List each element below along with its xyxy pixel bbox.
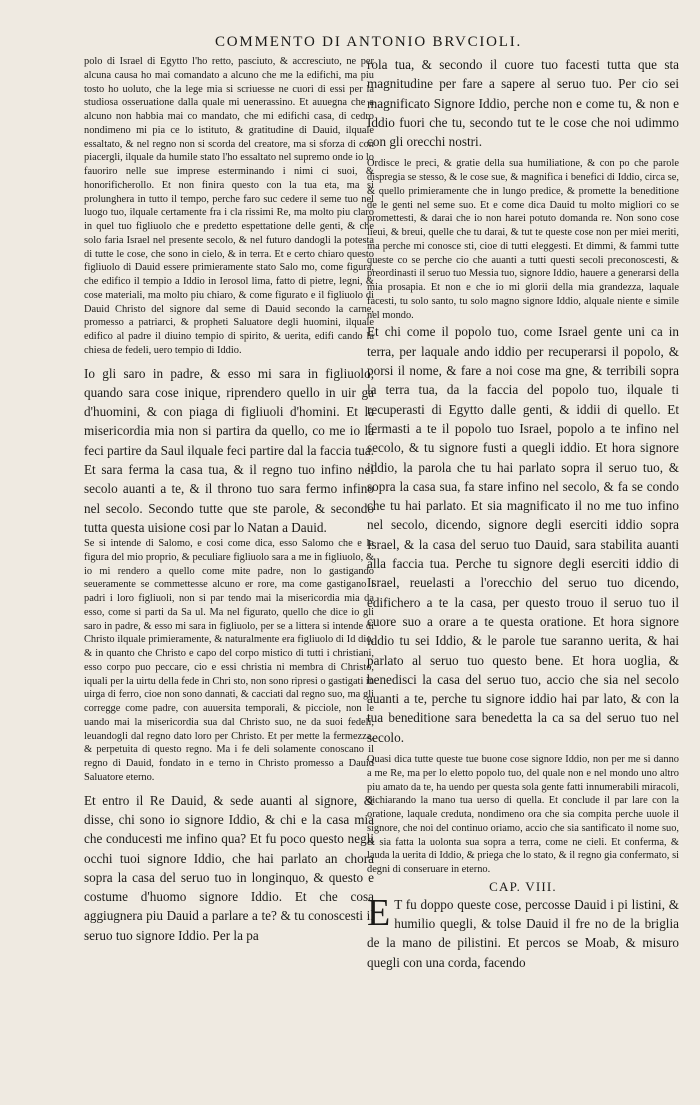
- right-column: [367, 55, 679, 972]
- commentary-paragraph: Se si intende di Salomo, e cosi come dica, esso Salomo che e la figura del mio proprio, & peculiare figliuolo sara a me in figliuolo, & io mi rendero a quello come mite padre, non lo gastigando seueramente se commettesse alcuno er rore, ma come gastigano i padri i loro figliuoli, non si par tendo mai la misericordia mia da esso, come si parti da Sa ul. Ma nel figurato, quello che dice io gli saro in padre, & esso mi sara in figliuolo, per se a littera si intende di Christo ilquale primieramente, & naturalmente era figliuolo di Id dio, & in quanto che Christo e capo del corpo mistico di tutti i christiani, esso corpo puo peccare, cio e essi christia ni membra di Christo, iquali per la uirtu della fede in Chri sto, non sono ripresi o gastigati in uirga di ferro, cioe non sono dannati, & cacciati dal regno suo, ma gli corregge come padre, con auuersita temporali, & picciole, non le uando mai la misericordia sua dal Christo suo, ne da suoi fedeli, leuandogli dal regno dato loro per Christo. Et per mette la fermezza, & perpetuita di questo regno. Ma i fe deli solamente conoscano il regno di Dauid, fondato in e terno in Christo promesso a Dauid Saluatore eterno.: [84, 538, 374, 783]
- chapter-heading: CAP. VIII.: [489, 878, 557, 894]
- commentary-paragraph: polo di Israel di Egytto l'ho retto, pasciuto, & accresciuto, ne per alcuna causa ho mai comandato a alcuno che me la edifichi, ma piu tosto ho uoluto, che la lege mia si scriuesse ne cuori di essi per la studiosa osseruatione dalla quale mi uenerassino. Et auuegna che a alcuno non habbia mai co mandato, che mi edifichi casa, di cedro nondimeno mi pia ce lo istituto, & gratitudine di Dauid, ilquale essaltato, & nel regno non si scorda del creatore, ma si sforza di con piacergli, ilquale da humile stato l'ho essaltato nel supremo onde io lo fauoriro nelle sue imprese esterminando i nimi ci suoi, & honorificherollo. Et non finira questo con la tua eta, ma si prolunghera in tutto il tempo, perche faro suc cedere il seme tuo nel luogo tuo, ilquale certamente fra i cla rissimi Re, ma molto piu claro in quel tuo figliuolo che e predetto espettatione delle genti, & che solo faria Israel nel presente secolo, & nel futuro dandogli la potesta di tutte le cose, che sono in cielo, & in terra. Et e certo chiaro questo figliuolo di Dauid essere primieramente stato Salo mo, come figura, che edifico il tempio a Iddio in Ierosol lima, fatto di pietre, legni, & cose materiali, ma molto piu chiaro, & come figurato e il figliuolo di Dauid Christo del signore dal seme di Dauid secondo la carne, promesso a patriarci, & propheti Saluatore degli huomini, ilquale edifico al padre il diuino tempio di spirito, & uerita, edifi cando la chiesa de fedeli, uero tempio di Iddio.: [84, 56, 374, 356]
- chapter-opening: [367, 891, 679, 972]
- scripture-paragraph: Et entro il Re Dauid, & sede auanti al signore, & disse, chi sono io signore Iddio, & chi e la casa mia che conducesti me infino qua? Et fu poco questo negli occhi tuoi signore Iddio, che hai parlato an chora sopra la casa del seruo tuo in longinquo, & questo e costume d'huomo signore Iddio. Et che cosa aggiugnera piu Dauid a parlare a te? & tu conoscesti il seruo tuo signore Iddio. Per la pa: [84, 792, 374, 943]
- scripture-paragraph: Et chi come il popolo tuo, come Israel gente uni ca in terra, per laquale ando iddio per recuperarsi il popolo, & porsi il nome, & fare a noi cose ma gne, & terribili sopra la terra tua, da la faccia del popolo tuo, ilquale ti recuperasti di Egytto dalle genti, & iddii di quello. Et fermasti a te il popolo tuo Israel, popolo a te infino nel secolo, & tu signore fusti a quegli iddio. Et hora signore iddio, la parola che tu hai parlato sopra il seruo tuo, & sopra la casa sua, fa stare infino nel secolo, & fa se condo che tu hai parlato. Et sia magnificato il no me tuo infino nel secolo, dicendo, signore degli eserciti iddio sopra Israel, & la casa del seruo tuo Dauid, sara stabilita auanti alla faccia tua. Perche tu signore degli eserciti iddio di Israel, reuelasti a l'orecchio del seruo tuo dicendo, edifichero a te la casa, per questo trouo il seruo tuo il cuore suo a orare a te questa oratione. Et hora signore iddio tu sei Iddio, & le parole tue saranno uerita, & hai parlato al seruo tuo questo bene. Et hora uoglia, & benedisci la casa del seruo tuo, accio che sia nel secolo auanti a te, perche tu signore iddio hai par lato, & con la tua beneditione sara benedetta la ca sa del seruo tuo nel secolo.: [367, 324, 679, 745]
- scripture-paragraph: T fu doppo queste cose, percosse Dauid i pi listini, & humilio quegli, & tolse Dauid il fre no de la briglia de la mano de pilistini. Et percos se Moab, & misuro quegli con una corda, facendo: [367, 896, 679, 970]
- scripture-paragraph: rola tua, & secondo il cuore tuo facesti tutta que sta magnitudine per fare a sapere al seruo tuo. Per cio sei magnificato Signore Iddio, perche non e come tu, & non e Iddio fuori che tu, secondo tut te le cose che noi udimmo con gli orecchi nostri.: [367, 57, 679, 150]
- drop-cap: E: [367, 891, 391, 934]
- commentary-paragraph: Quasi dica tutte queste tue buone cose signore Iddio, non per me si danno a me Re, ma per lo eletto popolo tuo, del quale non e nel mondo uno altro piu amato da te, ha uendo per questa sola gente fatti innumerabili miracoli, dichiarando la mano tua uerso di quella. Et conclude il par lare con la oratione, laquale creduta, nondimeno ora che sia compita perche uuole il signore, che noi del continuo oriamo, accio che sia santificato il nome suo, & sia fatta la uolonta sua sopra a terra, come ne cieli. Et conferma, & lauda la uerita di Iddio, & priega che lo stato, & il regno gia confermato, si degni di conseruare in eterno.: [367, 754, 679, 876]
- left-column: [84, 55, 374, 945]
- commentary-paragraph: Ordisce le preci, & gratie della sua humiliatione, & con po che parole dispregia se stesso, & le cose sue, & magnifica i benefici di Iddio, circa se, & quello primieramente che in lungo predice, & promette la beneditione de le genti nel seme suo. Et e come dica Dauid tu molto migliori co se promettesti, & darai che io non harei potuto domanda re. Non sono cose lieui, & breui, quelle che tu darai, & tut te queste cose non per miei meriti, ma perche mi conosce sti, cioe di tutti eleggesti. Et dimmi, & fammi tutte queste co se perche cio che auanti a tutti questi secoli preconoscesti, & preordinasti il seruo tuo Messia tuo, signore Iddio, hauere a generarsi della mia prosapia. Et non e che io mi glorii della mia grandezza, laquale facesti, tu solo santo, tu solo magno signore Iddio, alquale niente e simile nel mondo.: [367, 158, 679, 321]
- scripture-paragraph: Io gli saro in padre, & esso mi sara in figliuolo, quando sara cose inique, riprendero quello in uir ga d'huomini, & con piaga di figliuoli d'homini. Et la misericordia mia non si partira da quello, co me io la feci partire da Saul ilquale feci partire dal la faccia tua. Et sara ferma la casa tua, & il regno tuo infino nel secolo auanti a te, & il throno tuo sara fermo infino nel secolo. Secondo tutte que ste parole, & secondo tutta questa uisione cosi par lo Natan a Dauid.: [84, 365, 374, 535]
- running-head: COMMENTO DI ANTONIO BRVCIOLI.: [215, 34, 523, 50]
